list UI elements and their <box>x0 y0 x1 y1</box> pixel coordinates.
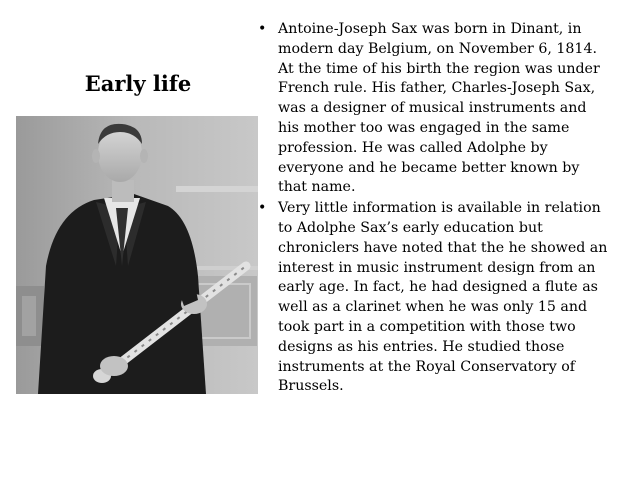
slide-title: Early life <box>84 71 192 96</box>
bullet-item <box>256 20 608 198</box>
bullet-text: Antoine-Joseph Sax was born in Dinant, in modern day Belgium, on November 6, 1814. At the time of his birth the region was under French rule. His father, Charles-Joseph Sax, was a designer of musical instruments and his mother too was engaged in the same profession. He was called Adolphe by everyone and he became better known by that name. <box>278 21 600 196</box>
bullet-dot-icon: • <box>258 200 267 217</box>
bullet-item <box>256 199 608 397</box>
bullet-list <box>256 20 608 398</box>
bullet-dot-icon: • <box>258 21 267 37</box>
bullet-text: Very little information is available in relation to Adolphe Sax’s early education but chroniclers have noted that the he showed an interest in music instrument design from an early age. In fact, he had designed a flute as well as a clarinet when he was only 15 and took part in a competition with those two designs as his entries. He studied those instruments at the Royal Conservatory of Brussels. <box>278 200 608 395</box>
photo-man-with-soprano-saxophone <box>16 116 258 394</box>
